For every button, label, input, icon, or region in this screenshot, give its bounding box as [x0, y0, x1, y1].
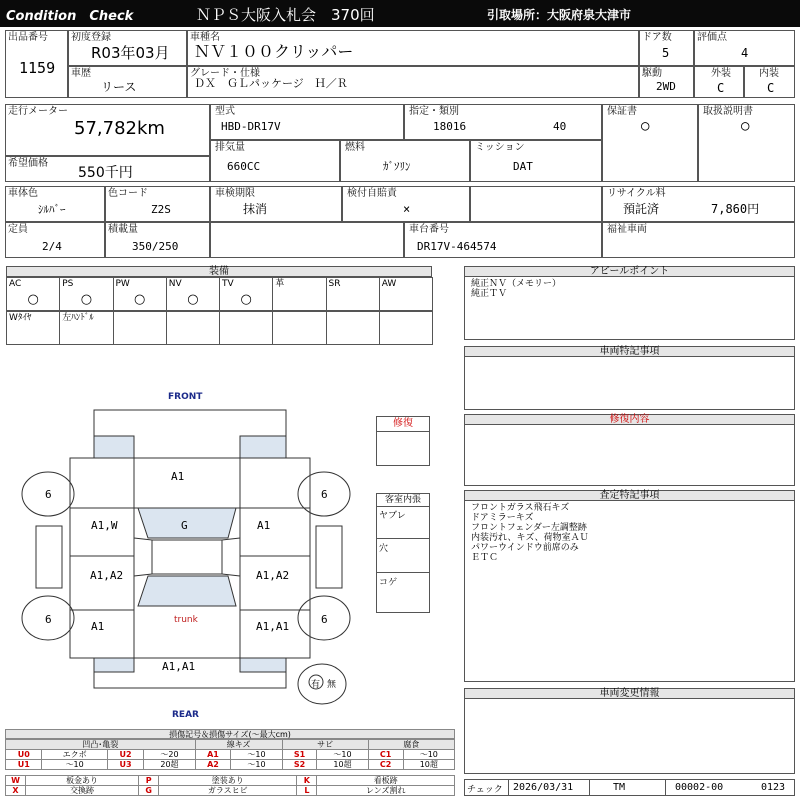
model-cell — [210, 104, 404, 140]
legend-group-rust: サビ — [282, 740, 368, 750]
legend-code: C1 — [368, 750, 403, 760]
tire-rear-right-mark: 6 — [321, 613, 328, 626]
inspection-value: 抹消 — [243, 202, 268, 216]
door-label: ドア数 — [642, 32, 672, 43]
equipment-value: ○ — [187, 292, 199, 307]
interior-item-burn: コゲ — [379, 578, 398, 588]
equipment-cell — [113, 277, 167, 311]
legend-code: L — [297, 786, 317, 796]
pickup-location: 引取場所：大阪府泉大津市 — [487, 8, 632, 22]
inspection-cell — [210, 186, 342, 222]
inspection-line: パワーウインドウ前席のみ — [471, 543, 579, 553]
inspection-lines — [471, 503, 589, 563]
legend-desc: ～10 — [403, 750, 454, 760]
legend-code: W — [6, 776, 26, 786]
interior-title: 客室内張 — [377, 494, 429, 507]
class-label: 指定・類別 — [409, 106, 459, 117]
legend-code: C2 — [368, 760, 403, 770]
lot-number: 1159 — [19, 59, 56, 77]
right-rear-mark: A1,A1 — [256, 620, 290, 633]
left-rear-door — [70, 556, 134, 610]
equipment-cell — [59, 277, 113, 311]
equipment-cell — [272, 311, 326, 345]
chassis-value: DR17V-464574 — [417, 240, 497, 253]
legend-desc: ～20 — [144, 750, 195, 760]
legend-desc: ～10 — [231, 750, 282, 760]
equipment-cell — [166, 311, 220, 345]
displacement-label: 排気量 — [215, 142, 245, 153]
roof-panel — [152, 540, 222, 574]
odometer-cell — [5, 104, 210, 156]
front-left-corner — [94, 436, 134, 458]
appeal-box — [464, 276, 795, 340]
legend-desc: ～10 — [317, 750, 368, 760]
reg-label: 初度登録 — [71, 32, 111, 43]
lot-label: 出品番号 — [8, 32, 48, 43]
legend-code: K — [297, 776, 317, 786]
changes-title: 車両変更情報 — [464, 688, 795, 699]
appeal-line-1: 純正ＮＶ（メモリー） — [471, 279, 562, 289]
inspection-title: 査定特記事項 — [464, 490, 795, 501]
legend-group-corrosion: 腐食 — [368, 740, 454, 750]
inspection-line: フロントガラス飛石キズ — [471, 503, 570, 513]
vehicle-name: ＮＶ１００クリッパー — [194, 42, 354, 61]
class-value-1: 18016 — [433, 120, 467, 133]
inspection-line: フロントフェンダー左調整跡 — [471, 523, 587, 533]
left-front-mark: A1,W — [91, 519, 118, 532]
rear-left-corner — [94, 658, 134, 672]
legend-desc: 10超 — [403, 760, 454, 770]
name-label: 車種名 — [190, 32, 220, 43]
equipment-cell — [113, 311, 167, 345]
legend-table — [5, 739, 455, 770]
inspection-line: ＥＴＣ — [471, 553, 499, 563]
color-code-value: Z2S — [151, 203, 171, 216]
capacity-value: 2/4 — [42, 240, 62, 253]
equipment-cell — [379, 277, 433, 311]
reg-cell — [68, 30, 187, 66]
repair-content-title: 修復内容 — [464, 414, 795, 425]
legend-desc: 塗装あり — [159, 776, 297, 786]
class-value-2: 40 — [553, 120, 567, 133]
equipment-label: TV — [222, 279, 234, 289]
legend-desc: 交換跡 — [26, 786, 139, 796]
appeal-line-2: 純正ＴＶ — [471, 289, 508, 299]
fuel-value: ｶﾞｿﾘﾝ — [383, 160, 411, 173]
legend-desc: ～10 — [42, 760, 107, 770]
equipment-label: PS — [62, 279, 74, 289]
tire-rear-left-mark: 6 — [45, 613, 52, 626]
right-mirror — [316, 526, 342, 588]
color-label: 車体色 — [8, 188, 38, 199]
manual-label: 取扱説明書 — [703, 106, 753, 117]
score-cell — [694, 30, 795, 66]
recycle-cell — [602, 186, 795, 222]
chassis-label: 車台番号 — [409, 224, 449, 235]
equipment-label: 左ﾊﾝﾄﾞﾙ — [62, 313, 94, 323]
warranty-cell — [602, 104, 698, 182]
right-front-door — [240, 508, 310, 556]
recycle-status: 預託済 — [623, 202, 660, 216]
interior-item-hole: 穴 — [379, 544, 389, 554]
warranty-value: ○ — [641, 118, 650, 134]
equipment-cell — [379, 311, 433, 345]
hood-panel — [134, 458, 240, 508]
legend-desc: ～10 — [231, 760, 282, 770]
hood-mark: A1 — [171, 470, 185, 483]
legend-desc: 看板跡 — [317, 776, 455, 786]
legend-row — [6, 776, 455, 786]
repair-box — [376, 416, 430, 466]
blank-cell-2 — [210, 222, 404, 258]
left-mid-mark: A1,A2 — [90, 569, 124, 582]
legend-row — [6, 750, 455, 760]
right-quarter — [240, 610, 310, 658]
repair-title: 修復 — [377, 417, 429, 432]
legend-desc: エクボ — [42, 750, 107, 760]
equipment-label: AW — [381, 279, 397, 289]
right-front-mark: A1 — [257, 519, 271, 532]
equipment-cell — [326, 311, 380, 345]
equipment-title: 装備 — [6, 266, 432, 277]
equipment-label: AC — [9, 279, 22, 289]
equipment-cell — [326, 277, 380, 311]
class-cell — [404, 104, 602, 140]
color-code-label: 色コード — [108, 188, 148, 199]
grade-label: グレード・仕様 — [190, 68, 260, 79]
rear-window — [138, 576, 236, 606]
price-value: 550千円 — [78, 165, 133, 181]
interior-label: 内装 — [759, 68, 779, 79]
equipment-cell — [166, 277, 220, 311]
capacity-label: 定員 — [8, 224, 28, 235]
door-value: 5 — [662, 46, 670, 60]
equipment-cell — [6, 311, 60, 345]
legend-code: P — [139, 776, 159, 786]
door-cell — [639, 30, 694, 66]
odometer-label: 走行メーター — [8, 106, 68, 117]
transmission-cell — [470, 140, 602, 182]
legend-code: U2 — [107, 750, 143, 760]
front-right-corner — [240, 436, 286, 458]
legend-group-scratch: 線キズ — [195, 740, 282, 750]
equipment-label: NV — [168, 279, 182, 289]
check-number: 0123 — [761, 782, 786, 793]
roof-mark: G — [181, 519, 188, 532]
welfare-cell — [602, 222, 795, 258]
legend-code: U3 — [107, 760, 143, 770]
legend-desc: ガラスヒビ — [159, 786, 297, 796]
right-mid-mark: A1,A2 — [256, 569, 290, 582]
drive-value: 2WD — [656, 80, 676, 93]
rear-label: REAR — [172, 710, 199, 720]
legend-code: S1 — [282, 750, 317, 760]
equipment-label: 革 — [275, 279, 285, 289]
equipment-value: ○ — [80, 292, 93, 307]
tire-front-left-mark: 6 — [45, 488, 52, 501]
equipment-label: SR — [328, 279, 341, 289]
manual-value: ○ — [741, 118, 750, 134]
check-user: TM — [613, 782, 626, 793]
chassis-cell — [404, 222, 602, 258]
legend-code: G — [139, 786, 159, 796]
footer-check — [464, 779, 795, 796]
equipment-cell — [59, 311, 113, 345]
front-label: FRONT — [168, 392, 203, 402]
legend-code: A2 — [195, 760, 231, 770]
legend-row — [6, 760, 455, 770]
displacement-value: 660CC — [227, 160, 261, 173]
odometer-value: 57,782km — [74, 118, 165, 139]
legend-code: A1 — [195, 750, 231, 760]
legend-group-dent: 凹凸･亀裂 — [6, 740, 196, 750]
check-label: チェック — [467, 785, 503, 795]
equipment-cell — [6, 277, 60, 311]
interior-item-tear: ヤブレ — [379, 511, 406, 521]
legend-table-2 — [5, 775, 455, 796]
liability-value: × — [403, 202, 411, 216]
history-label: 車歴 — [71, 68, 91, 79]
load-cell — [105, 222, 210, 258]
model-value: HBD-DR17V — [221, 120, 281, 133]
legend-desc: 10超 — [317, 760, 368, 770]
recycle-label: リサイクル料 — [607, 188, 666, 199]
inspection-label: 車検期限 — [215, 188, 255, 199]
welfare-label: 福祉車両 — [607, 224, 647, 235]
color-value: ｼﾙﾊﾞｰ — [38, 203, 66, 216]
drive-cell — [639, 66, 694, 98]
manual-cell — [698, 104, 795, 182]
changes-box — [464, 698, 795, 774]
price-cell — [5, 156, 210, 182]
recycle-value: 7,860円 — [711, 202, 760, 216]
reg-value: R03年03月 — [91, 44, 170, 62]
legend-desc: 板金あり — [26, 776, 139, 786]
grade-cell — [187, 66, 639, 98]
exterior-label: 外装 — [711, 68, 731, 79]
legend-code: S2 — [282, 760, 317, 770]
repair-content-box — [464, 424, 795, 486]
name-cell — [187, 30, 639, 66]
tire-front-right-mark: 6 — [321, 488, 328, 501]
legend-row — [6, 786, 455, 796]
load-label: 積載量 — [108, 224, 138, 235]
rear-bumper-mark: A1,A1 — [162, 660, 196, 673]
liability-cell — [342, 186, 470, 222]
equipment-label: Wﾀｲﾔ — [9, 313, 32, 323]
legend-desc: レンズ割れ — [317, 786, 455, 796]
load-value: 350/250 — [132, 240, 179, 253]
interior-value: C — [767, 81, 775, 95]
displacement-cell — [210, 140, 340, 182]
equipment-cell — [219, 277, 273, 311]
legend-desc: 20超 — [144, 760, 195, 770]
inspection-box — [464, 500, 795, 682]
equipment-value: ○ — [133, 292, 146, 307]
special-box — [464, 356, 795, 410]
check-code: 00002-00 — [675, 782, 724, 793]
left-quarter — [70, 610, 134, 658]
right-rear-door — [240, 556, 310, 610]
transmission-value: DAT — [513, 160, 533, 173]
warranty-label: 保証書 — [607, 106, 637, 117]
spare-tire — [298, 664, 346, 704]
price-label: 希望価格 — [8, 158, 48, 169]
left-mirror — [36, 526, 62, 588]
legend-code: U1 — [6, 760, 42, 770]
left-rear-mark: A1 — [91, 620, 105, 633]
transmission-label: ミッション — [475, 142, 525, 153]
trunk-label: trunk — [174, 615, 198, 625]
model-label: 型式 — [215, 106, 235, 117]
auction-name: ＮＰＳ大阪入札会 370回 — [196, 6, 375, 24]
fuel-label: 燃料 — [345, 142, 365, 153]
fuel-cell — [340, 140, 470, 182]
exterior-value: C — [717, 81, 725, 95]
legend-title: 損傷記号＆損傷サイズ(～最大cm) — [5, 729, 455, 739]
equipment-value: ○ — [27, 292, 39, 307]
interior-box — [376, 493, 430, 613]
score-value: 4 — [741, 46, 749, 60]
inspection-line: 内装汚れ、キズ、荷物室ＡＵ — [471, 533, 589, 543]
score-label: 評価点 — [697, 32, 727, 43]
appeal-title: アピールポイント — [464, 266, 795, 277]
header-bar — [0, 0, 800, 27]
liability-label: 検付自賠責 — [347, 188, 397, 199]
special-title: 車両特記事項 — [464, 346, 795, 357]
equipment-cell — [272, 277, 326, 311]
grade-value: ＤＸ ＧＬパッケージ Ｈ／Ｒ — [194, 77, 348, 90]
color-code-cell — [105, 186, 210, 222]
spare-no: 無 — [327, 680, 337, 690]
history-cell — [68, 66, 187, 98]
capacity-cell — [5, 222, 105, 258]
check-date: 2026/03/31 — [513, 782, 574, 793]
legend-code: U0 — [6, 750, 42, 760]
drive-label: 駆動 — [642, 68, 662, 79]
blank-cell — [470, 186, 602, 222]
inspection-line: ドアミラーキズ — [471, 513, 534, 523]
spare-yes: 有 — [311, 680, 321, 690]
lot-cell — [5, 30, 68, 98]
equipment-label: PW — [115, 279, 130, 289]
equipment-value: ○ — [240, 292, 252, 307]
legend-code: X — [6, 786, 26, 796]
exterior-cell — [694, 66, 744, 98]
interior-cell — [744, 66, 795, 98]
equipment-cell — [219, 311, 273, 345]
history-value: リース — [101, 80, 137, 94]
color-cell — [5, 186, 105, 222]
sheet-title: Condition Check — [6, 9, 134, 24]
rear-right-corner — [240, 658, 286, 672]
